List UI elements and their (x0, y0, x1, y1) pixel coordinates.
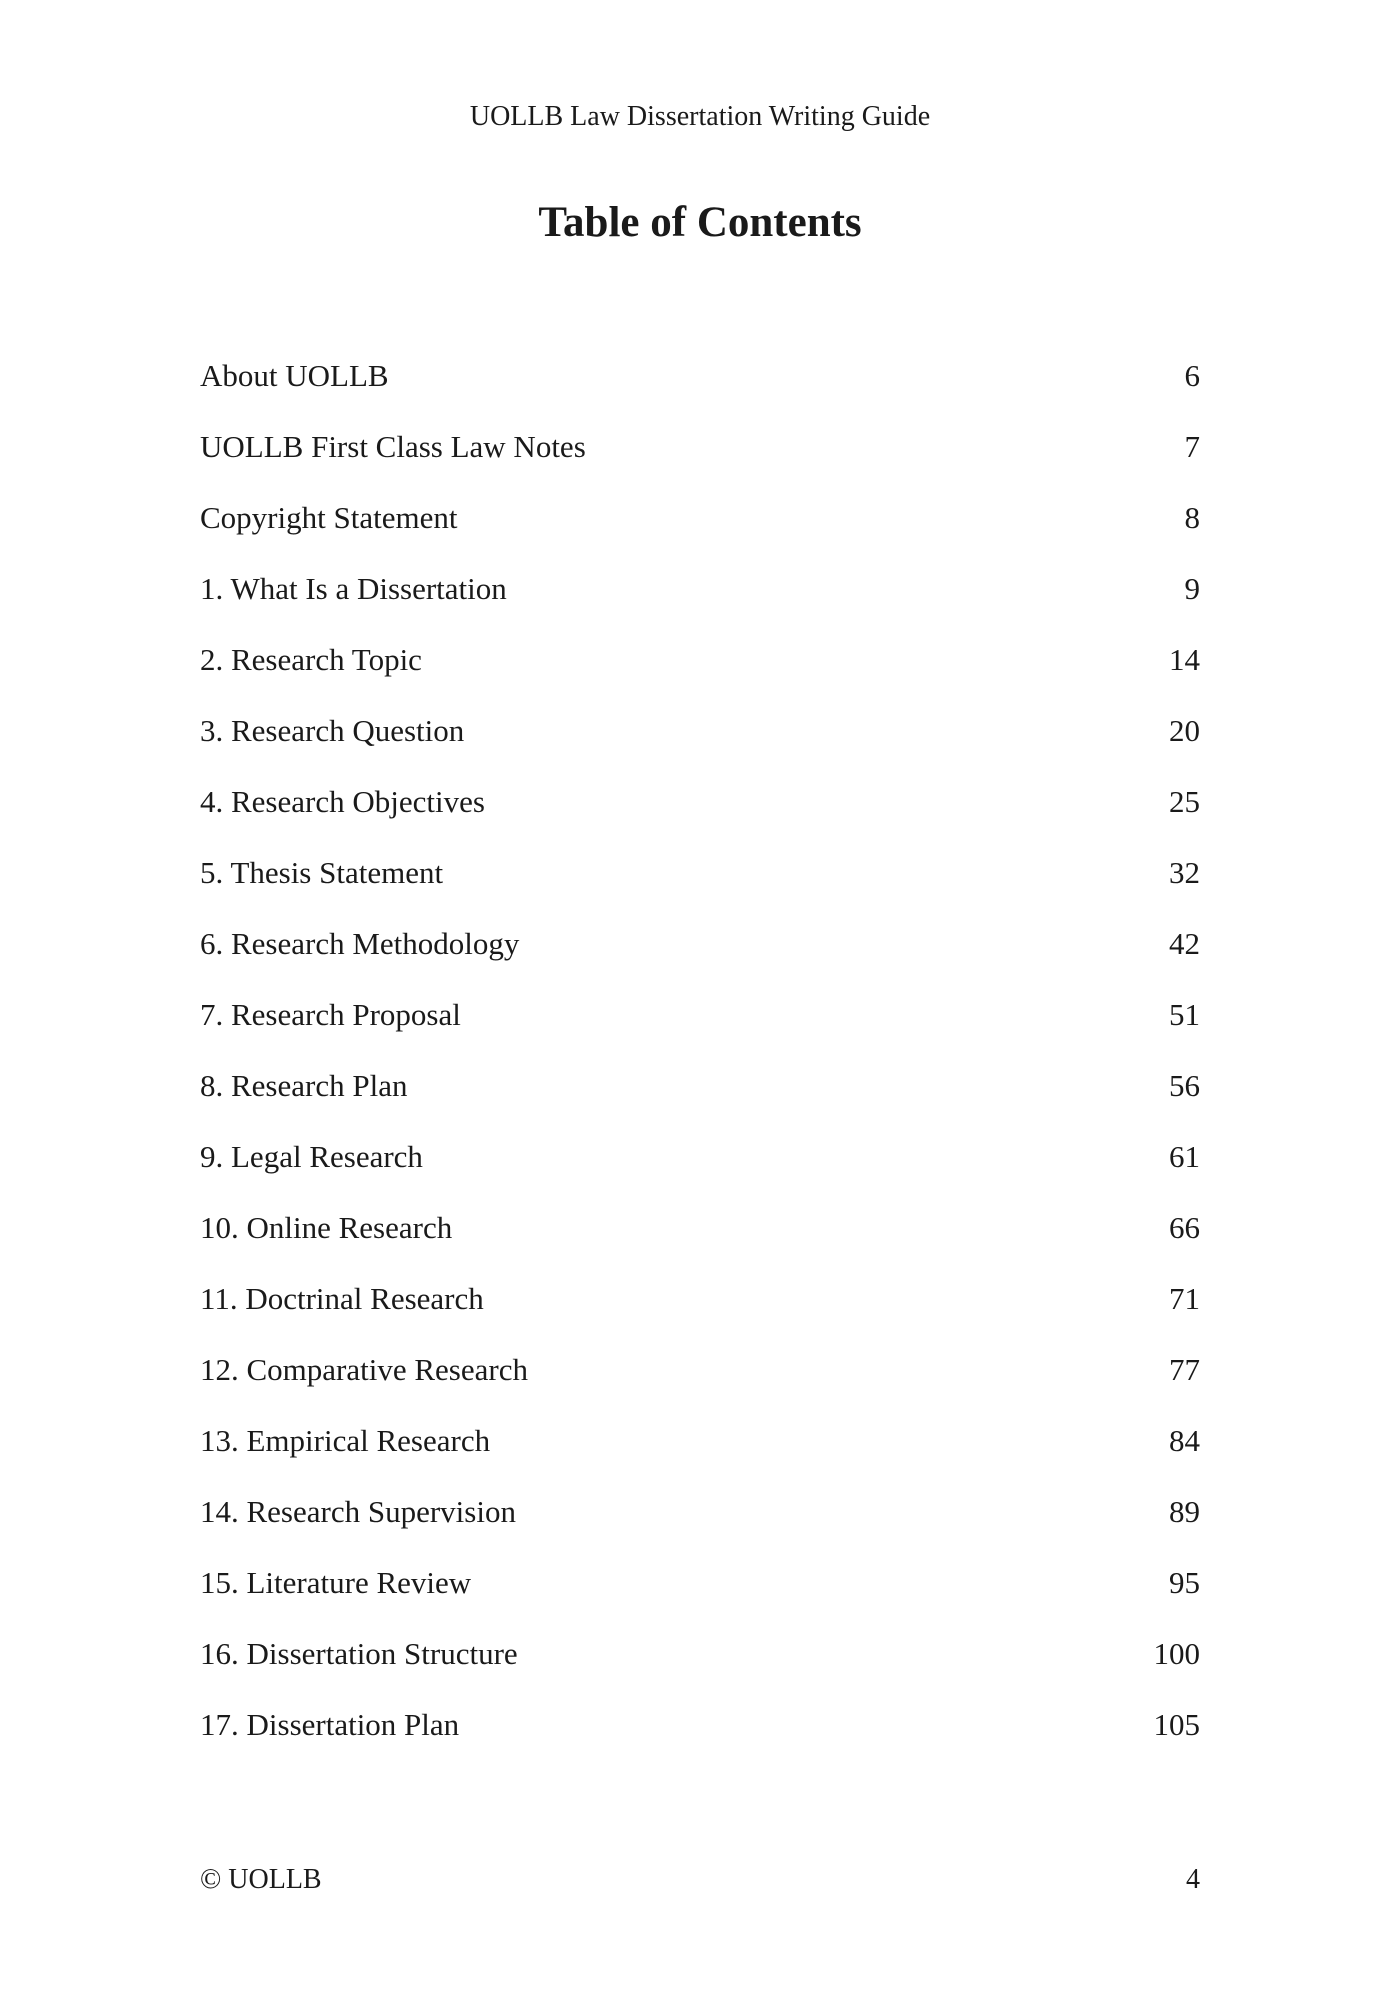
toc-entry[interactable] (200, 847, 1200, 918)
toc-entry-page: 66 (1169, 1210, 1200, 1245)
toc-entry-title: 12. Comparative Research (200, 1352, 528, 1387)
toc-entry[interactable] (200, 1628, 1200, 1699)
toc-entry-page: 105 (1153, 1707, 1200, 1742)
toc-entry-page: 20 (1169, 713, 1200, 748)
toc-entry[interactable] (200, 1060, 1200, 1131)
toc-entry[interactable] (200, 918, 1200, 989)
toc-entry-page: 42 (1169, 926, 1200, 961)
toc-entry[interactable] (200, 1131, 1200, 1202)
toc-entry-title: 2. Research Topic (200, 642, 422, 677)
toc-entry-page: 100 (1153, 1636, 1200, 1671)
toc-entry-title: 15. Literature Review (200, 1565, 472, 1600)
toc-entry-title: 5. Thesis Statement (200, 855, 444, 890)
toc-list (200, 350, 1200, 1770)
toc-entry-page: 56 (1169, 1068, 1200, 1103)
toc-entry-page: 84 (1169, 1423, 1200, 1458)
toc-entry[interactable] (200, 634, 1200, 705)
toc-entry-title: Copyright Statement (200, 500, 458, 535)
running-header: UOLLB Law Dissertation Writing Guide (469, 101, 931, 132)
toc-entry[interactable] (200, 421, 1200, 492)
toc-entry-page: 25 (1169, 784, 1200, 819)
toc-entry-page: 95 (1169, 1565, 1200, 1600)
toc-entry-title: 3. Research Question (200, 713, 465, 748)
page-footer (200, 1860, 1200, 1900)
toc-entry[interactable] (200, 776, 1200, 847)
toc-entry[interactable] (200, 705, 1200, 776)
page-title: Table of Contents (538, 199, 862, 246)
toc-entry-title: UOLLB First Class Law Notes (200, 429, 586, 464)
toc-entry-title: 1. What Is a Dissertation (200, 571, 507, 606)
toc-entry[interactable] (200, 1344, 1200, 1415)
toc-entry-title: 14. Research Supervision (200, 1494, 516, 1529)
copyright-notice: © UOLLB (200, 1864, 322, 1895)
toc-entry-title: 16. Dissertation Structure (200, 1636, 518, 1671)
toc-entry-title: 7. Research Proposal (200, 997, 461, 1032)
toc-entry-title: 13. Empirical Research (200, 1423, 491, 1458)
toc-entry-title: 6. Research Methodology (200, 926, 520, 961)
toc-entry[interactable] (200, 1699, 1200, 1770)
toc-entry[interactable] (200, 989, 1200, 1060)
toc-entry[interactable] (200, 1273, 1200, 1344)
toc-entry-page: 61 (1169, 1139, 1200, 1174)
toc-entry-page: 9 (1184, 571, 1200, 606)
toc-entry-page: 7 (1184, 429, 1200, 464)
toc-entry[interactable] (200, 563, 1200, 634)
toc-entry[interactable] (200, 1202, 1200, 1273)
toc-entry-title: 11. Doctrinal Research (200, 1281, 484, 1316)
toc-entry-title: About UOLLB (200, 358, 389, 393)
toc-entry-title: 17. Dissertation Plan (200, 1707, 460, 1742)
toc-entry[interactable] (200, 1557, 1200, 1628)
toc-entry-title: 8. Research Plan (200, 1068, 408, 1103)
toc-entry-page: 6 (1184, 358, 1200, 393)
toc-entry-page: 71 (1169, 1281, 1200, 1316)
toc-entry[interactable] (200, 1415, 1200, 1486)
toc-entry-title: 10. Online Research (200, 1210, 453, 1245)
toc-entry-page: 89 (1169, 1494, 1200, 1529)
page-number: 4 (1186, 1864, 1200, 1895)
toc-entry[interactable] (200, 492, 1200, 563)
toc-entry-page: 51 (1169, 997, 1200, 1032)
toc-entry-page: 8 (1184, 500, 1200, 535)
toc-entry-page: 14 (1169, 642, 1200, 677)
toc-entry-page: 77 (1169, 1352, 1200, 1387)
toc-entry[interactable] (200, 350, 1200, 421)
toc-entry-page: 32 (1169, 855, 1200, 890)
toc-entry-title: 4. Research Objectives (200, 784, 485, 819)
toc-entry-title: 9. Legal Research (200, 1139, 423, 1174)
toc-entry[interactable] (200, 1486, 1200, 1557)
